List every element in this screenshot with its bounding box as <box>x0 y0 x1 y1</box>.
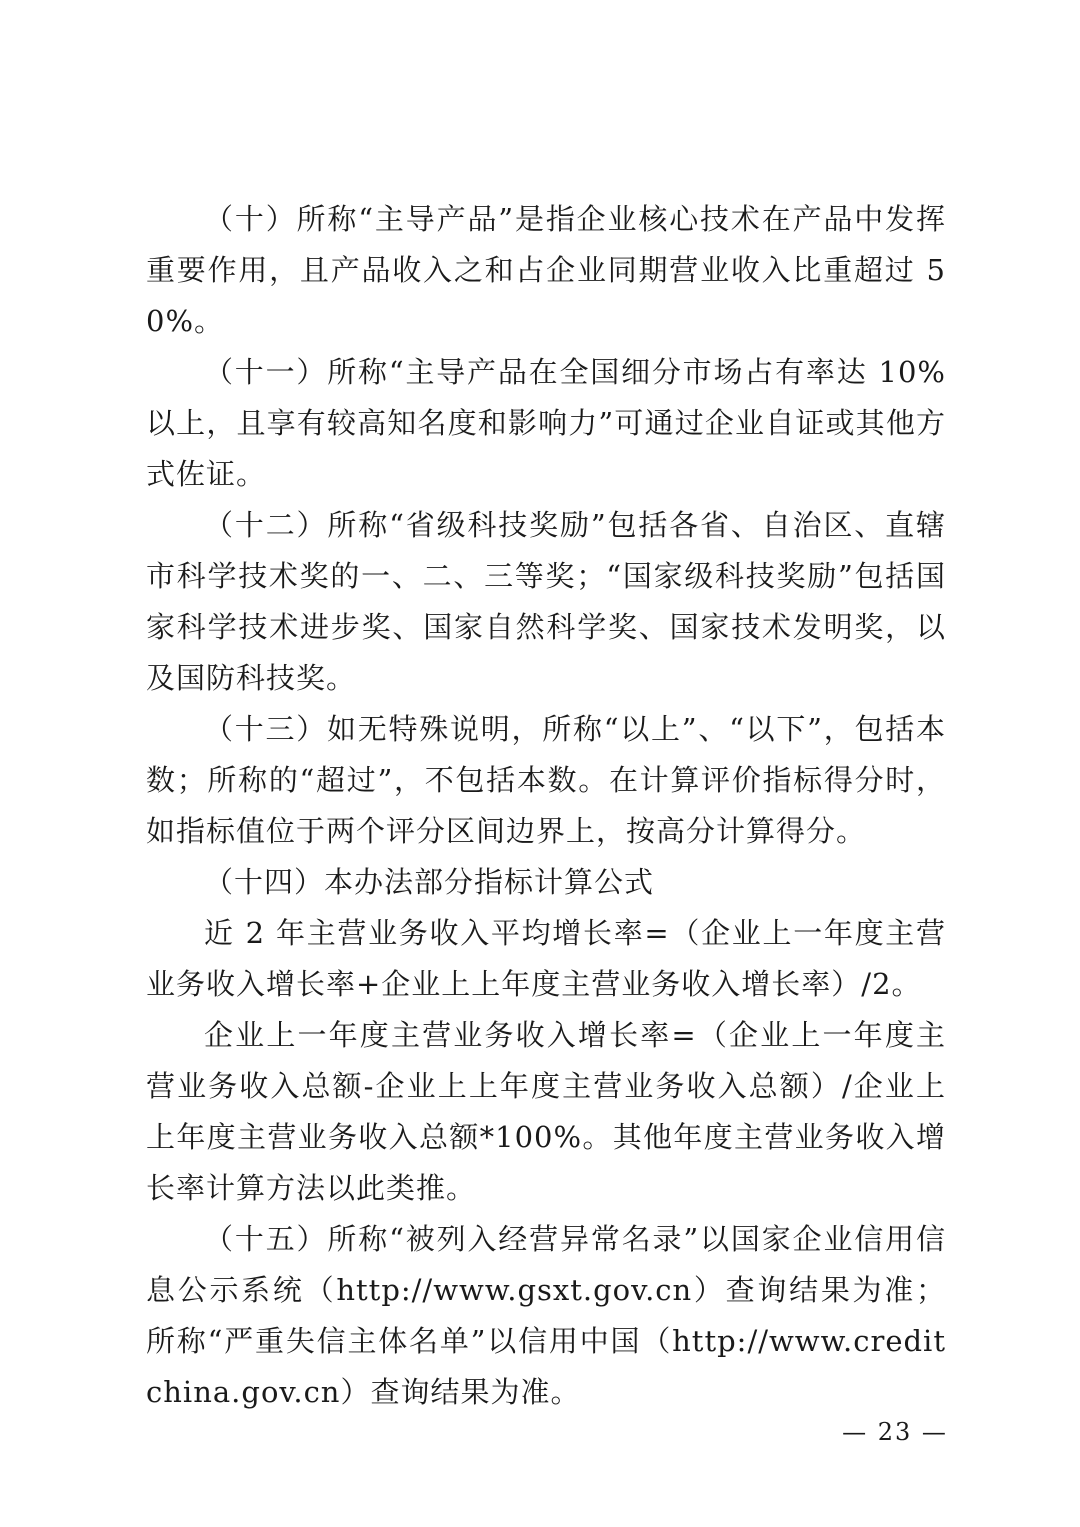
paragraph-13: （十三）如无特殊说明，所称“以上”、“以下”，包括本数；所称的“超过”，不包括本数。在计算评价指标得分时，如指标值位于两个评分区间边界上，按高分计算得分。 <box>146 712 946 848</box>
paragraph-12: （十二）所称“省级科技奖励”包括各省、自治区、直辖市科学技术奖的一、二、三等奖；“国家级科技奖励”包括国家科学技术进步奖、国家自然科学奖、国家技术发明奖，以及国防科技奖。 <box>146 508 946 695</box>
formula-average-growth: 近 2 年主营业务收入平均增长率=（企业上一年度主营业务收入增长率+企业上上年度主营业务收入增长率）/2。 <box>146 916 946 1001</box>
page-number: — 23 — <box>842 1418 948 1446</box>
formula-annual-growth: 企业上一年度主营业务收入增长率=（企业上一年度主营业务收入总额-企业上上年度主营业务收入总额）/企业上上年度主营业务收入总额*100%。其他年度主营业务收入增长率计算方法以此类推。 <box>146 1018 946 1205</box>
paragraph-14-heading: （十四）本办法部分指标计算公式 <box>204 865 655 899</box>
paragraph-15: （十五）所称“被列入经营异常名录”以国家企业信用信息公示系统（http://www.gsxt.gov.cn）查询结果为准；所称“严重失信主体名单”以信用中国（http://www.creditchina.gov.cn）查询结果为准。 <box>146 1222 946 1409</box>
paragraph-11: （十一）所称“主导产品在全国细分市场占有率达 10%以上，且享有较高知名度和影响力”可通过企业自证或其他方式佐证。 <box>146 355 946 491</box>
document-body <box>146 194 946 1418</box>
paragraph-10: （十）所称“主导产品”是指企业核心技术在产品中发挥重要作用，且产品收入之和占企业同期营业收入比重超过 50%。 <box>146 202 946 338</box>
